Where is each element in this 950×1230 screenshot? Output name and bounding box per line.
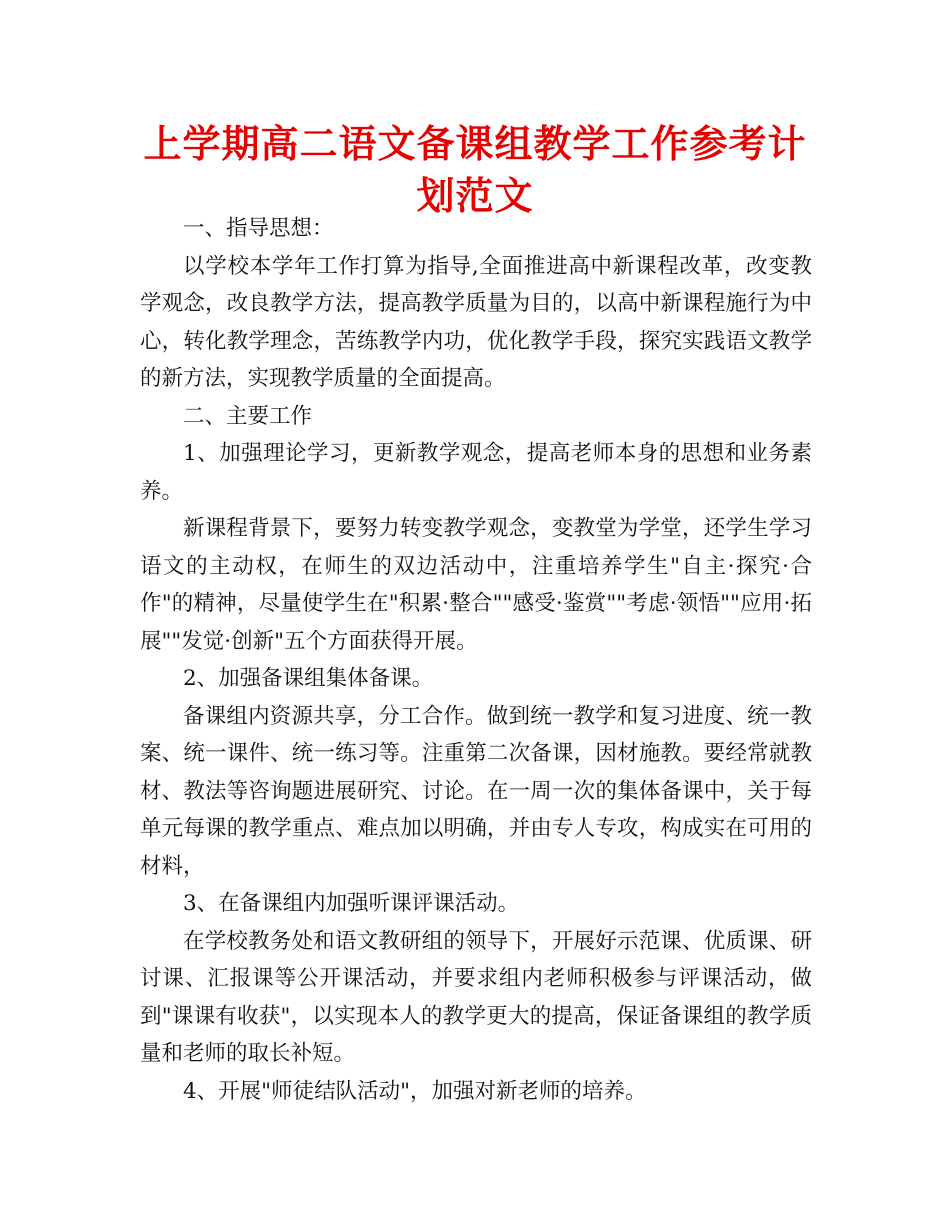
document-body xyxy=(140,210,812,1110)
document-title: 上学期高二语文备课组教学工作参考计划范文 xyxy=(143,122,807,218)
item-heading-2: 2、加强备课组集体备课。 xyxy=(183,666,434,691)
paragraph-item-2: 备课组内资源共享，分工合作。做到统一教学和复习进度、统一教案、统一课件、统一练习等。注重第二次备课，因材施教。要经常就教材、教法等咨询题进展研究、讨论。在一周一次的集体备课中，关于每单元每课的教学重点、难点加以明确，并由专人专攻，构成实在可用的材料， xyxy=(140,703,812,879)
item-heading-3: 3、在备课组内加强听课评课活动。 xyxy=(183,891,520,916)
paragraph-item-1: 新课程背景下，要努力转变教学观念，变教堂为学堂，还学生学习语文的主动权，在师生的双边活动中，注重培养学生"自主·探究·合作"的精神，尽量使学生在"积累·整合""感受·鉴赏""考虑·领悟""应用·拓展""发觉·创新"五个方面获得开展。 xyxy=(140,516,812,654)
paragraph-item-3: 在学校教务处和语文教研组的领导下，开展好示范课、优质课、研讨课、汇报课等公开课活动，并要求组内老师积极参与评课活动，做到"课课有收获"，以实现本人的教学更大的提高，保证备课组的教学质量和老师的取长补短。 xyxy=(140,928,812,1066)
item-heading-4: 4、开展"师徒结队活动"，加强对新老师的培养。 xyxy=(183,1078,647,1104)
section-heading-guiding-ideology: 一、指导思想： xyxy=(183,216,334,241)
paragraph-guiding-ideology: 以学校本学年工作打算为指导,全面推进高中新课程改革，改变教学观念，改良教学方法，提高教学质量为目的，以高中新课程施行为中心，转化教学理念，苦练教学内功，优化教学手段，探究实践语文教学的新方法，实现教学质量的全面提高。 xyxy=(140,253,812,391)
item-heading-1: 1、加强理论学习，更新教学观念，提高老师本身的思想和业务素养。 xyxy=(140,441,812,504)
section-heading-main-work: 二、主要工作 xyxy=(183,403,313,429)
